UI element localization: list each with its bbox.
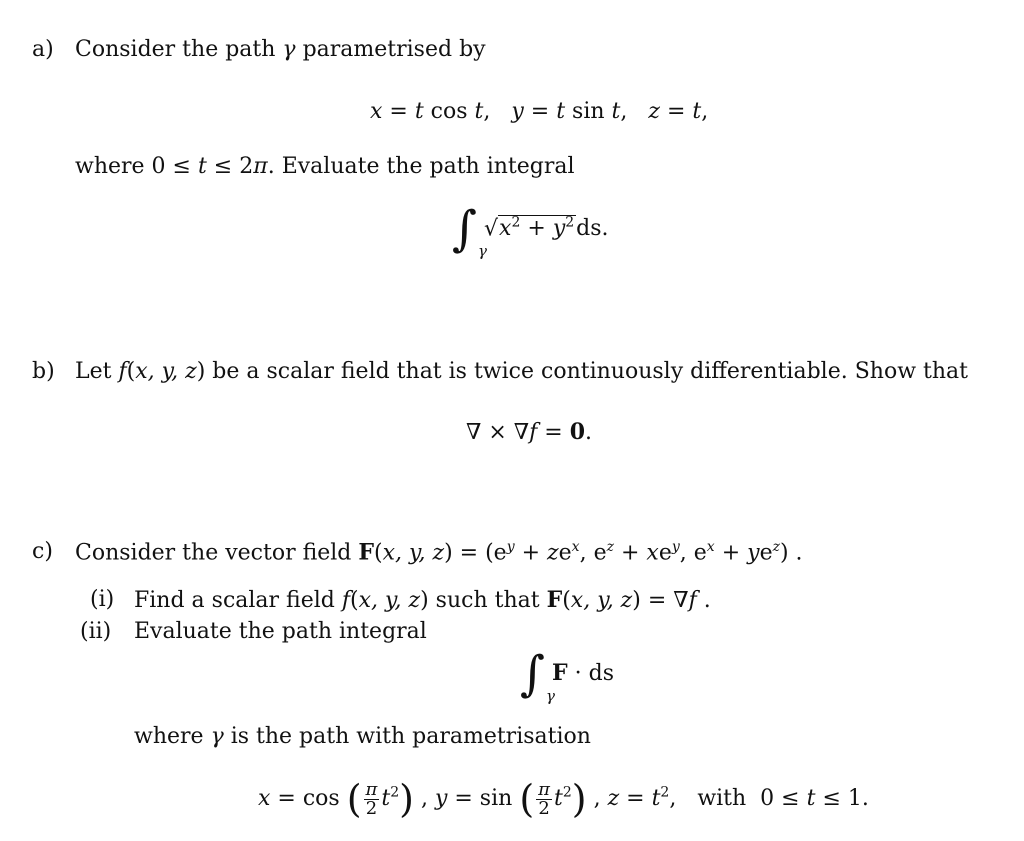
integral-subscript: γ — [478, 242, 487, 260]
part-a-ds: ds. — [576, 216, 609, 241]
part-c-parametrisation: x = cos ( $\frac{\pi}{2}$ $t^2$) , y = sin ( $\frac{\pi}{2}$ $t^2$) , $z = t^2$, with 0 ≤ t ≤ 1. — [258, 777, 869, 821]
part-b-statement: Let f(x, y, z) be a scalar field that is twice continuously differentiable. Show that — [75, 359, 968, 384]
part-c-label: c) — [32, 539, 53, 564]
part-a-range: where 0 ≤ t ≤ 2π. Evaluate the path integral — [75, 154, 575, 179]
part-a-label: a) — [32, 37, 54, 62]
part-c-i-text: Find a scalar field f(x, y, z) such that F(x, y, z) = ∇f . — [134, 587, 711, 613]
part-c-where: where γ is the path with parametrisation — [134, 724, 591, 749]
part-a-integral — [452, 201, 609, 260]
part-b-identity: ∇ × ∇f = 0. — [466, 419, 593, 445]
integral-subscript: γ — [546, 687, 555, 705]
part-c-ii-label: (ii) — [80, 619, 112, 644]
square-root: $√x^2 + y^2$ — [484, 214, 575, 241]
part-c-i-label: (i) — [90, 587, 115, 612]
part-c-field: Consider the vector field F(x, y, $z) = (e^y + ze^x$, $e^z + xe^y$, $e^x + ye^z$) . — [75, 539, 803, 566]
part-a-intro: Consider the path γ parametrised by — [75, 37, 486, 62]
integral-sign: ∫ γ — [520, 646, 555, 705]
part-b-label: b) — [32, 359, 55, 384]
integral-sign: ∫ γ — [452, 201, 487, 260]
part-c-ii-text: Evaluate the path integral — [134, 619, 427, 644]
part-a-parametrisation: x = t cos t, y = t sin t, z = t, — [370, 99, 709, 124]
part-c-integral: ∫ γ F · ds — [520, 646, 614, 705]
